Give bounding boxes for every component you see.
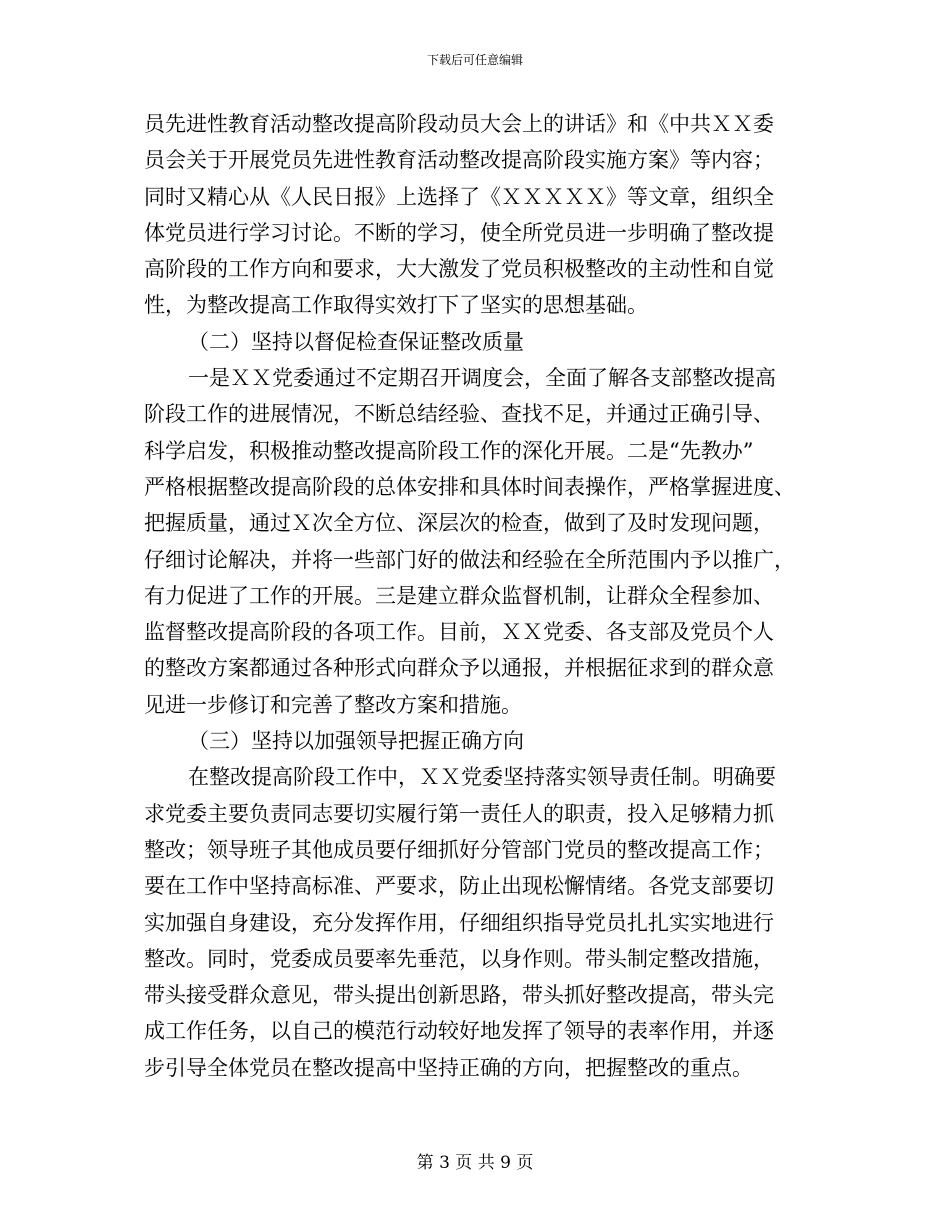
- page-header: 下载后可任意编辑: [426, 53, 523, 67]
- text-line: 要在工作中坚持高标准、严要求，防止出现松懈情绪。各党支部要切: [144, 874, 774, 899]
- text-line: 体党员进行学习讨论。不断的学习，使全所党员进一步明确了整改提: [144, 220, 774, 245]
- text-line: 求党委主要负责同志要切实履行第一责任人的职责，投入足够精力抓: [144, 801, 774, 826]
- text-line: 实加强自身建设，充分发挥作用，仔细组织指导党员扎扎实实地进行: [144, 910, 774, 935]
- text-line: 整改。同时，党委成员要率先垂范，以身作则。带头制定整改措施，: [144, 946, 774, 971]
- text-line: 在整改提高阶段工作中，ＸＸ党委坚持落实领导责任制。明确要: [188, 765, 776, 790]
- text-line: 监督整改提高阶段的各项工作。目前，ＸＸ党委、各支部及党员个人: [144, 620, 774, 645]
- text-line: 一是ＸＸ党委通过不定期召开调度会，全面了解各支部整改提高: [188, 366, 776, 391]
- text-line: 仔细讨论解决，并将一些部门好的做法和经验在全所范围内予以推广，: [144, 547, 795, 572]
- text-line: 阶段工作的进展情况，不断总结经验、查找不足，并通过正确引导、: [144, 402, 774, 427]
- page-number: 第 3 页 共 9 页: [416, 1153, 534, 1173]
- section-heading: （二）坚持以督促检查保证整改质量: [188, 329, 524, 354]
- text-line: 步引导全体党员在整改提高中坚持正确的方向，把握整改的重点。: [144, 1055, 753, 1080]
- text-line: 员先进性教育活动整改提高阶段动员大会上的讲话》和《中共ＸＸ委: [144, 112, 774, 136]
- text-line: 的整改方案都通过各种形式向群众予以通报，并根据征求到的群众意: [144, 656, 774, 681]
- text-line: 性，为整改提高工作取得实效打下了坚实的思想基础。: [144, 293, 648, 318]
- text-line: 同时又精心从《人民日报》上选择了《ＸＸＸＸＸ》等文章，组织全: [144, 184, 774, 209]
- section-heading: （三）坚持以加强领导把握正确方向: [188, 729, 524, 754]
- text-line: 整改；领导班子其他成员要仔细抓好分管部门党员的整改提高工作；: [144, 837, 774, 862]
- document-body: [144, 106, 808, 1086]
- text-line: 高阶段的工作方向和要求，大大激发了党员积极整改的主动性和自觉: [144, 257, 774, 282]
- text-line: 严格根据整改提高阶段的总体安排和具体时间表操作，严格掌握进度、: [144, 474, 795, 499]
- text-line: 把握质量，通过Ｘ次全方位、深层次的检查，做到了及时发现问题，: [144, 511, 774, 536]
- text-line: 有力促进了工作的开展。三是建立群众监督机制，让群众全程参加、: [144, 583, 774, 608]
- text-line: 科学启发，积极推动整改提高阶段工作的深化开展。二是“先教办”: [144, 438, 754, 463]
- text-line: 员会关于开展党员先进性教育活动整改提高阶段实施方案》等内容；: [144, 148, 774, 173]
- text-line: 成工作任务，以自己的模范行动较好地发挥了领导的表率作用，并逐: [144, 1019, 774, 1044]
- text-line: 带头接受群众意见，带头提出创新思路，带头抓好整改提高，带头完: [144, 983, 774, 1008]
- text-line: 见进一步修订和完善了整改方案和措施。: [144, 692, 522, 717]
